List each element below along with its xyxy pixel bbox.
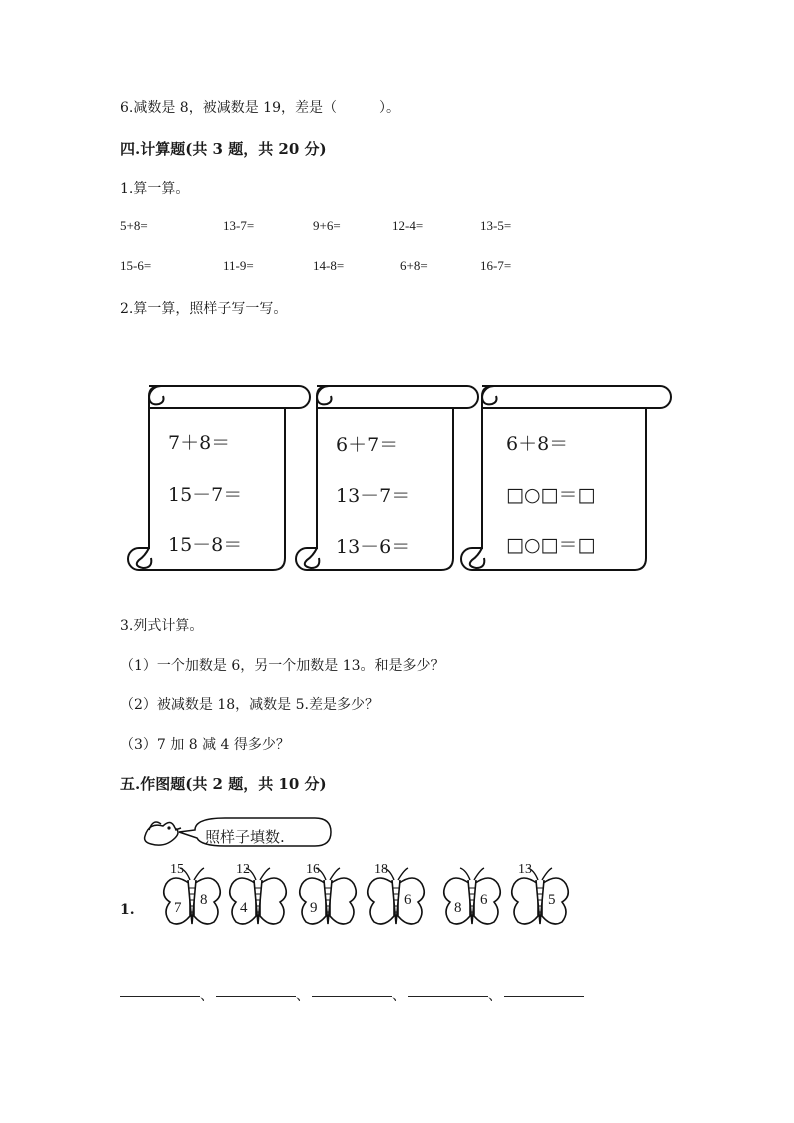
scroll-1-line-3: 15－8＝ [168,534,243,556]
calc-item: 12-4= [392,218,424,233]
calc-item: 16-7= [480,258,512,273]
answer-blank[interactable] [312,995,392,997]
scroll-3-line-3: □○□＝□ [506,534,596,556]
separator: 、 [200,988,214,1004]
calc-item: 13-5= [480,218,512,233]
butterfly-right-number: 5 [548,892,556,908]
butterfly-left-number: 7 [174,900,182,916]
q4-3-item-2: （2）被减数是 18，减数是 5.差是多少？ [120,697,379,713]
scroll-2-line-3: 13－6＝ [336,536,411,558]
butterfly-top-number: 15 [170,862,184,877]
section-4-title: 四.计算题(共 3 题，共 20 分) [120,140,327,158]
q5-1-label: 1. [120,902,135,918]
calc-item: 14-8= [313,258,345,273]
separator: 、 [392,988,406,1004]
butterfly-right-number: 6 [480,892,488,908]
q4-2-title: 2.算一算，照样子写一写。 [120,301,288,317]
butterfly-right-number: 6 [404,892,412,908]
butterfly-left-number: 9 [310,900,318,916]
question-6: 6.减数是 8，被减数是 19，差是（ ）。 [120,100,400,116]
scroll-1-line-2: 15－7＝ [168,484,243,506]
calc-item: 9+6= [313,218,341,233]
butterfly-top-number: 12 [236,862,250,877]
butterfly-left-number: 8 [454,900,462,916]
answer-blank[interactable] [504,995,584,997]
butterfly-top-number: 18 [374,862,388,877]
calc-item: 5+8= [120,218,148,233]
butterfly-top-number: 13 [518,862,532,877]
q4-1-title: 1.算一算。 [120,181,190,197]
separator: 、 [296,988,310,1004]
q4-3-title: 3.列式计算。 [120,618,204,634]
butterfly-top-number: 16 [306,862,320,877]
answer-blank[interactable] [408,995,488,997]
calc-item: 15-6= [120,258,152,273]
calc-item: 13-7= [223,218,255,233]
scroll-3-line-2: □○□＝□ [506,484,596,506]
butterfly-left-number: 4 [240,900,248,916]
q4-3-item-1: （1）一个加数是 6，另一个加数是 13。和是多少？ [120,658,445,674]
calc-item: 11-9= [223,258,254,273]
speech-bubble-text: 照样子填数. [205,828,285,846]
butterfly-icon [440,866,504,932]
scroll-3-line-1: 6＋8＝ [506,433,569,455]
q4-3-item-3: （3）7 加 8 减 4 得多少？ [120,737,290,753]
scroll-2-line-1: 6＋7＝ [336,434,399,456]
scroll-2-line-2: 13－7＝ [336,485,411,507]
calc-item: 6+8= [400,258,428,273]
separator: 、 [488,988,502,1004]
answer-blank[interactable] [120,995,200,997]
butterfly-right-number: 8 [200,892,208,908]
section-5-title: 五.作图题(共 2 题，共 10 分) [120,775,327,793]
answer-blank[interactable] [216,995,296,997]
scroll-1-line-1: 7＋8＝ [168,432,231,454]
